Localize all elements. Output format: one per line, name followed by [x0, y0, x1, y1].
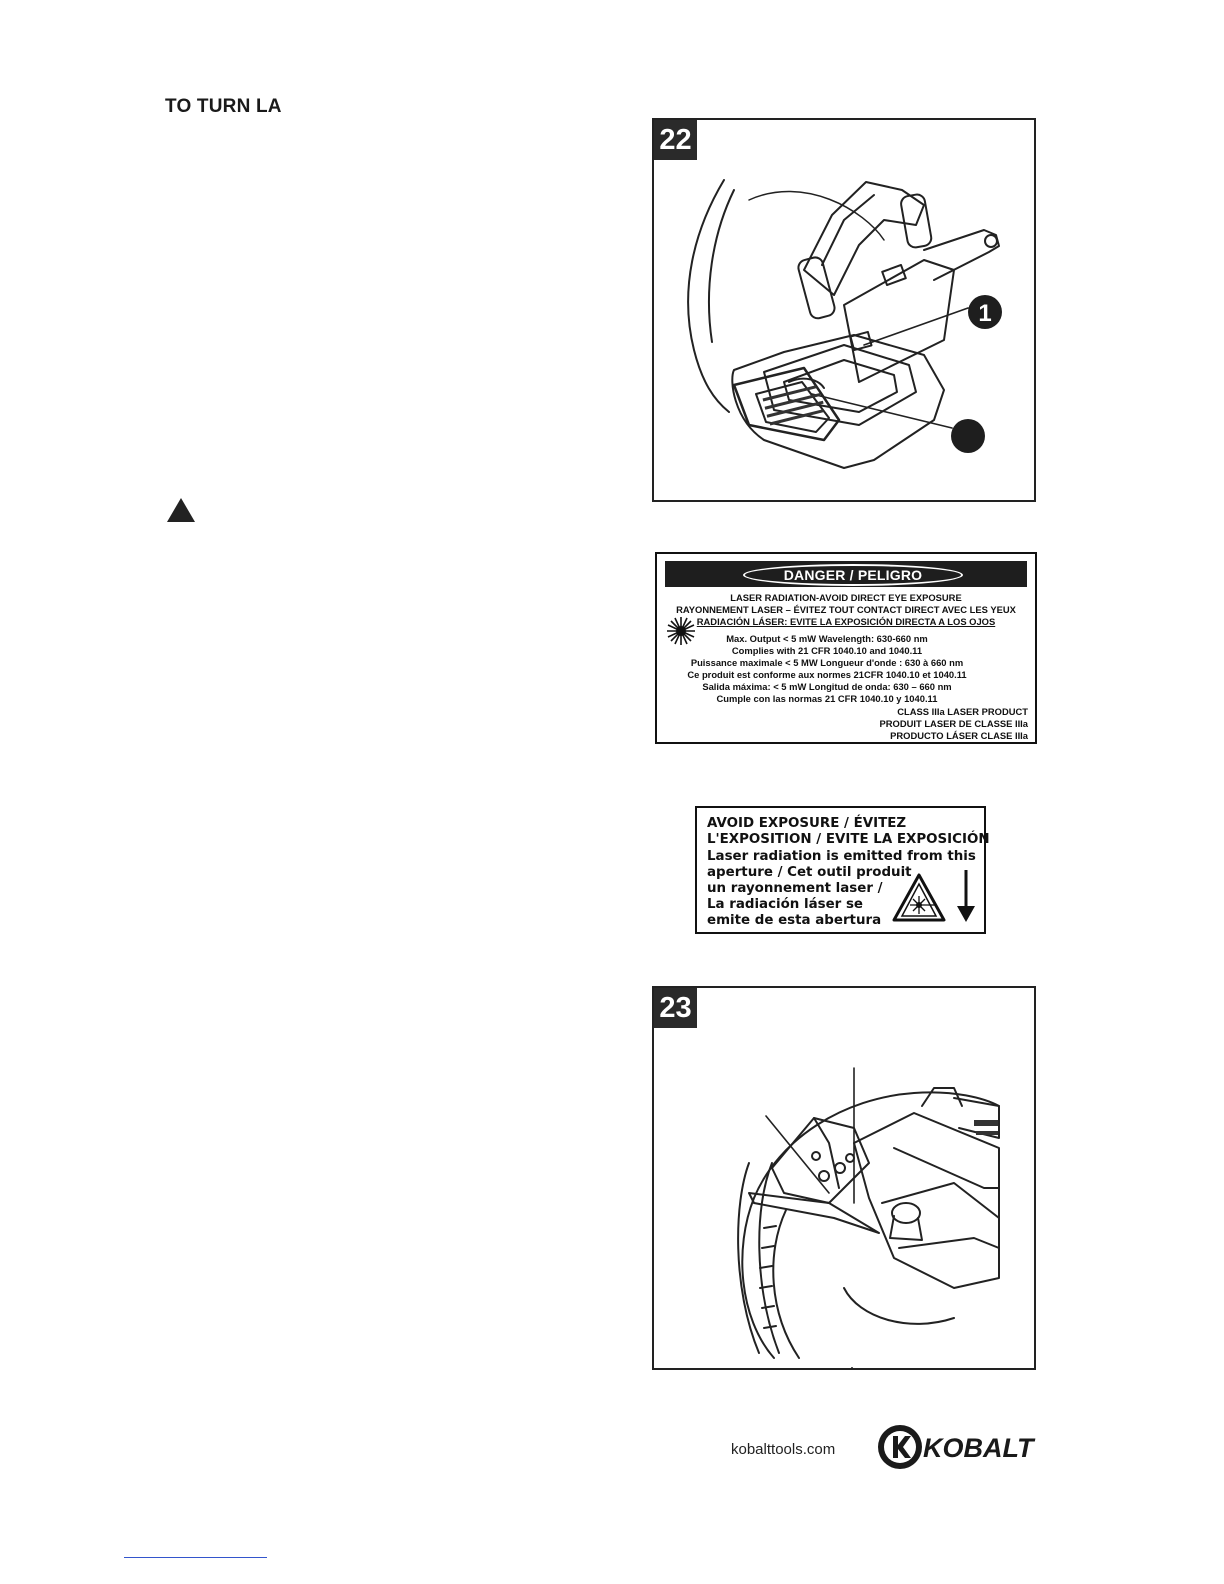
aperture-line: emite de esta abertura — [707, 913, 882, 928]
aperture-line: La radiación láser se — [707, 897, 863, 912]
aperture-line: AVOID EXPOSURE / ÉVITEZ — [707, 816, 907, 831]
danger-spec: Puissance maximale < 5 MW Longueur d'onde : 630 à 660 nm — [690, 657, 964, 668]
warning-triangle-icon — [167, 498, 195, 522]
danger-header-bar — [665, 561, 1027, 587]
kobalt-wordmark: KOBALT — [923, 1433, 1034, 1463]
kobalt-logo — [876, 1422, 1046, 1472]
danger-class-line: PRODUIT LASER DE CLASSE IIIa — [879, 718, 1028, 729]
callout-2 — [951, 419, 985, 453]
section-heading: TO TURN LA — [165, 96, 282, 117]
callout-1-label: 1 — [978, 300, 992, 327]
bottom-rule — [124, 1557, 267, 1558]
aperture-line: Laser radiation is emitted from this — [707, 849, 976, 864]
danger-spec: Ce produit est conforme aux normes 21CFR 1040.10 et 1040.11 — [687, 669, 967, 680]
figure-22 — [652, 118, 1036, 502]
aperture-line: L'EXPOSITION / EVITE LA EXPOSICIÓN — [707, 832, 990, 847]
aperture-line: un rayonnement laser / — [707, 881, 883, 896]
aperture-label — [695, 806, 990, 934]
danger-label — [655, 552, 1037, 744]
figure-23-number: 23 — [654, 988, 697, 1028]
danger-spec: Complies with 21 CFR 1040.10 and 1040.11 — [731, 645, 923, 656]
danger-spec: Cumple con las normas 21 CFR 1040.10 y 1040.11 — [716, 693, 938, 704]
danger-spec: Max. Output < 5 mW Wavelength: 630-660 nm — [726, 633, 928, 644]
danger-spec: Salida máxima: < 5 mW Longitud de onda: 630 – 660 nm — [702, 681, 952, 692]
danger-class-line: PRODUCTO LÁSER CLASE IIIa — [890, 730, 1028, 741]
arrow-down-icon — [955, 868, 977, 924]
figure-23 — [652, 986, 1036, 1370]
footer-url[interactable]: kobalttools.com — [731, 1441, 836, 1458]
danger-class-line: CLASS IIIa LASER PRODUCT — [897, 706, 1028, 717]
danger-line: RAYONNEMENT LASER – ÉVITEZ TOUT CONTACT DIRECT AVEC LES YEUX — [676, 604, 1016, 615]
danger-header: DANGER / PELIGRO — [743, 564, 963, 586]
figure-22-number: 22 — [654, 120, 697, 160]
aperture-line: aperture / Cet outil produit — [707, 865, 912, 880]
kobalt-logo-mark — [876, 1422, 1046, 1472]
danger-line: LASER RADIATION-AVOID DIRECT EYE EXPOSURE — [730, 592, 962, 603]
figure-22-illustration — [654, 120, 1034, 500]
laser-warning-icon — [891, 872, 947, 924]
danger-line: RADIACIÓN LÁSER: EVITE LA EXPOSICIÓN DIRECTA A LOS OJOS — [696, 616, 996, 627]
figure-23-illustration — [654, 988, 1034, 1368]
